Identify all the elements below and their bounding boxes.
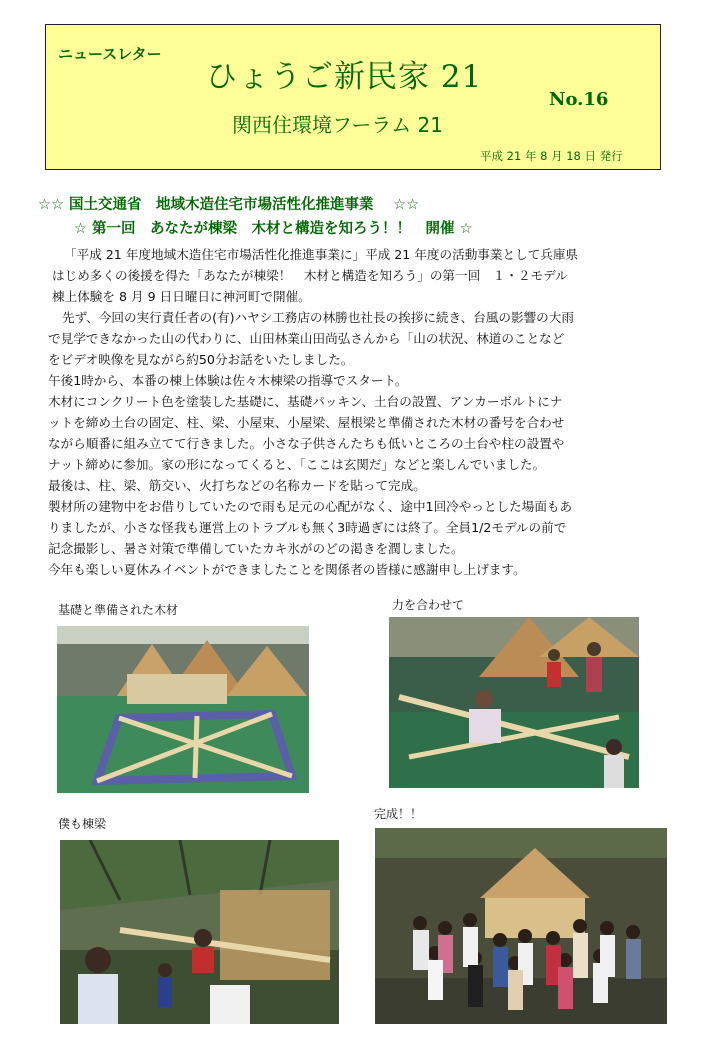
issue-date: 平成 21 年 8 月 18 日 発行 xyxy=(480,149,623,163)
headline-event: ☆ 第一回 あなたが棟梁 木材と構造を知ろう！！ 開催 ☆ xyxy=(74,221,473,237)
newsletter-header xyxy=(45,24,661,170)
article-line: 先ず、今回の実行責任者の(有)ハヤシ工務店の林勝也社長の挨拶に続き、台風の影響の大雨 xyxy=(62,310,574,325)
article-line: 記念撮影し、暑さ対策で準備していたカキ氷がのどの渇きを潤しました。 xyxy=(48,541,464,556)
photo-caption-foundation: 基礎と準備された木材 xyxy=(58,603,179,617)
photo-caption-teamwork: 力を合わせて xyxy=(392,598,465,612)
article-line: で見学できなかった山の代わりに、山田林業山田尚弘さんから「山の状況、林道のことなど xyxy=(48,331,565,346)
article-line: 製材所の建物中をお借りしていたので雨も足元の心配がなく、途中1回冷やっとした場面もあ xyxy=(48,499,573,514)
issue-number: No.16 xyxy=(549,89,609,110)
article-line: ながら順番に組み立てて行きました。小さな子供さんたちも低いところの土台や柱の設置や xyxy=(48,436,565,451)
article-line: 午後1時から、本番の棟上体験は佐々木棟梁の指導でスタート。 xyxy=(48,373,408,388)
article-line: りましたが、小さな怪我も運営上のトラブルも無く3時過ぎには終了。全員1/2モデルの前で xyxy=(48,520,567,535)
newsletter-label: ニュースレター xyxy=(58,45,162,63)
article-body xyxy=(48,244,672,580)
photo-child-carpenter xyxy=(60,840,339,1024)
photo-group-completed xyxy=(375,828,667,1024)
article-line: 棟上体験を 8 月 9 日日曜日に神河町で開催。 xyxy=(52,289,311,304)
photo-caption-completed: 完成！！ xyxy=(374,807,423,821)
article-line: ナット締めに参加。家の形になってくると、「ここは玄関だ」などと楽しんでいました。 xyxy=(48,457,546,472)
article-line: 今年も楽しい夏休みイベントができましたことを関係者の皆様に感謝申し上げます。 xyxy=(48,562,526,577)
photo-caption-little-carpenter: 僕も棟梁 xyxy=(58,817,107,831)
photo-working-together xyxy=(389,617,639,788)
article-line: 最後は、柱、梁、筋交い、火打ちなどの名称カードを貼って完成。 xyxy=(48,478,426,493)
headline-program: ☆☆ 国土交通省 地域木造住宅市場活性化推進事業 ☆☆ xyxy=(38,197,420,213)
organization-name: 関西住環境フーラム 21 xyxy=(232,113,444,137)
article-line: ットを締め土台の固定、柱、梁、小屋束、小屋梁、屋根梁と準備された木材の番号を合わせ xyxy=(48,415,565,430)
article-line: 「平成 21 年度地域木造住宅市場活性化推進事業に」平成 21 年度の活動事業として兵庫県 xyxy=(64,247,579,262)
article-line: はじめ多くの後援を得た「あなたが棟梁！ 木材と構造を知ろう」の第一回 １・２モデル xyxy=(52,268,568,283)
newsletter-title: ひょうご新民家 21 xyxy=(206,59,483,95)
article-line: をビデオ映像を見ながら約50分お話をいたしました。 xyxy=(48,352,354,367)
photo-foundation-lumber xyxy=(57,626,309,793)
article-line: 木材にコンクリート色を塗装した基礎に、基礎パッキン、土台の設置、アンカーボルトにナ xyxy=(48,394,563,409)
